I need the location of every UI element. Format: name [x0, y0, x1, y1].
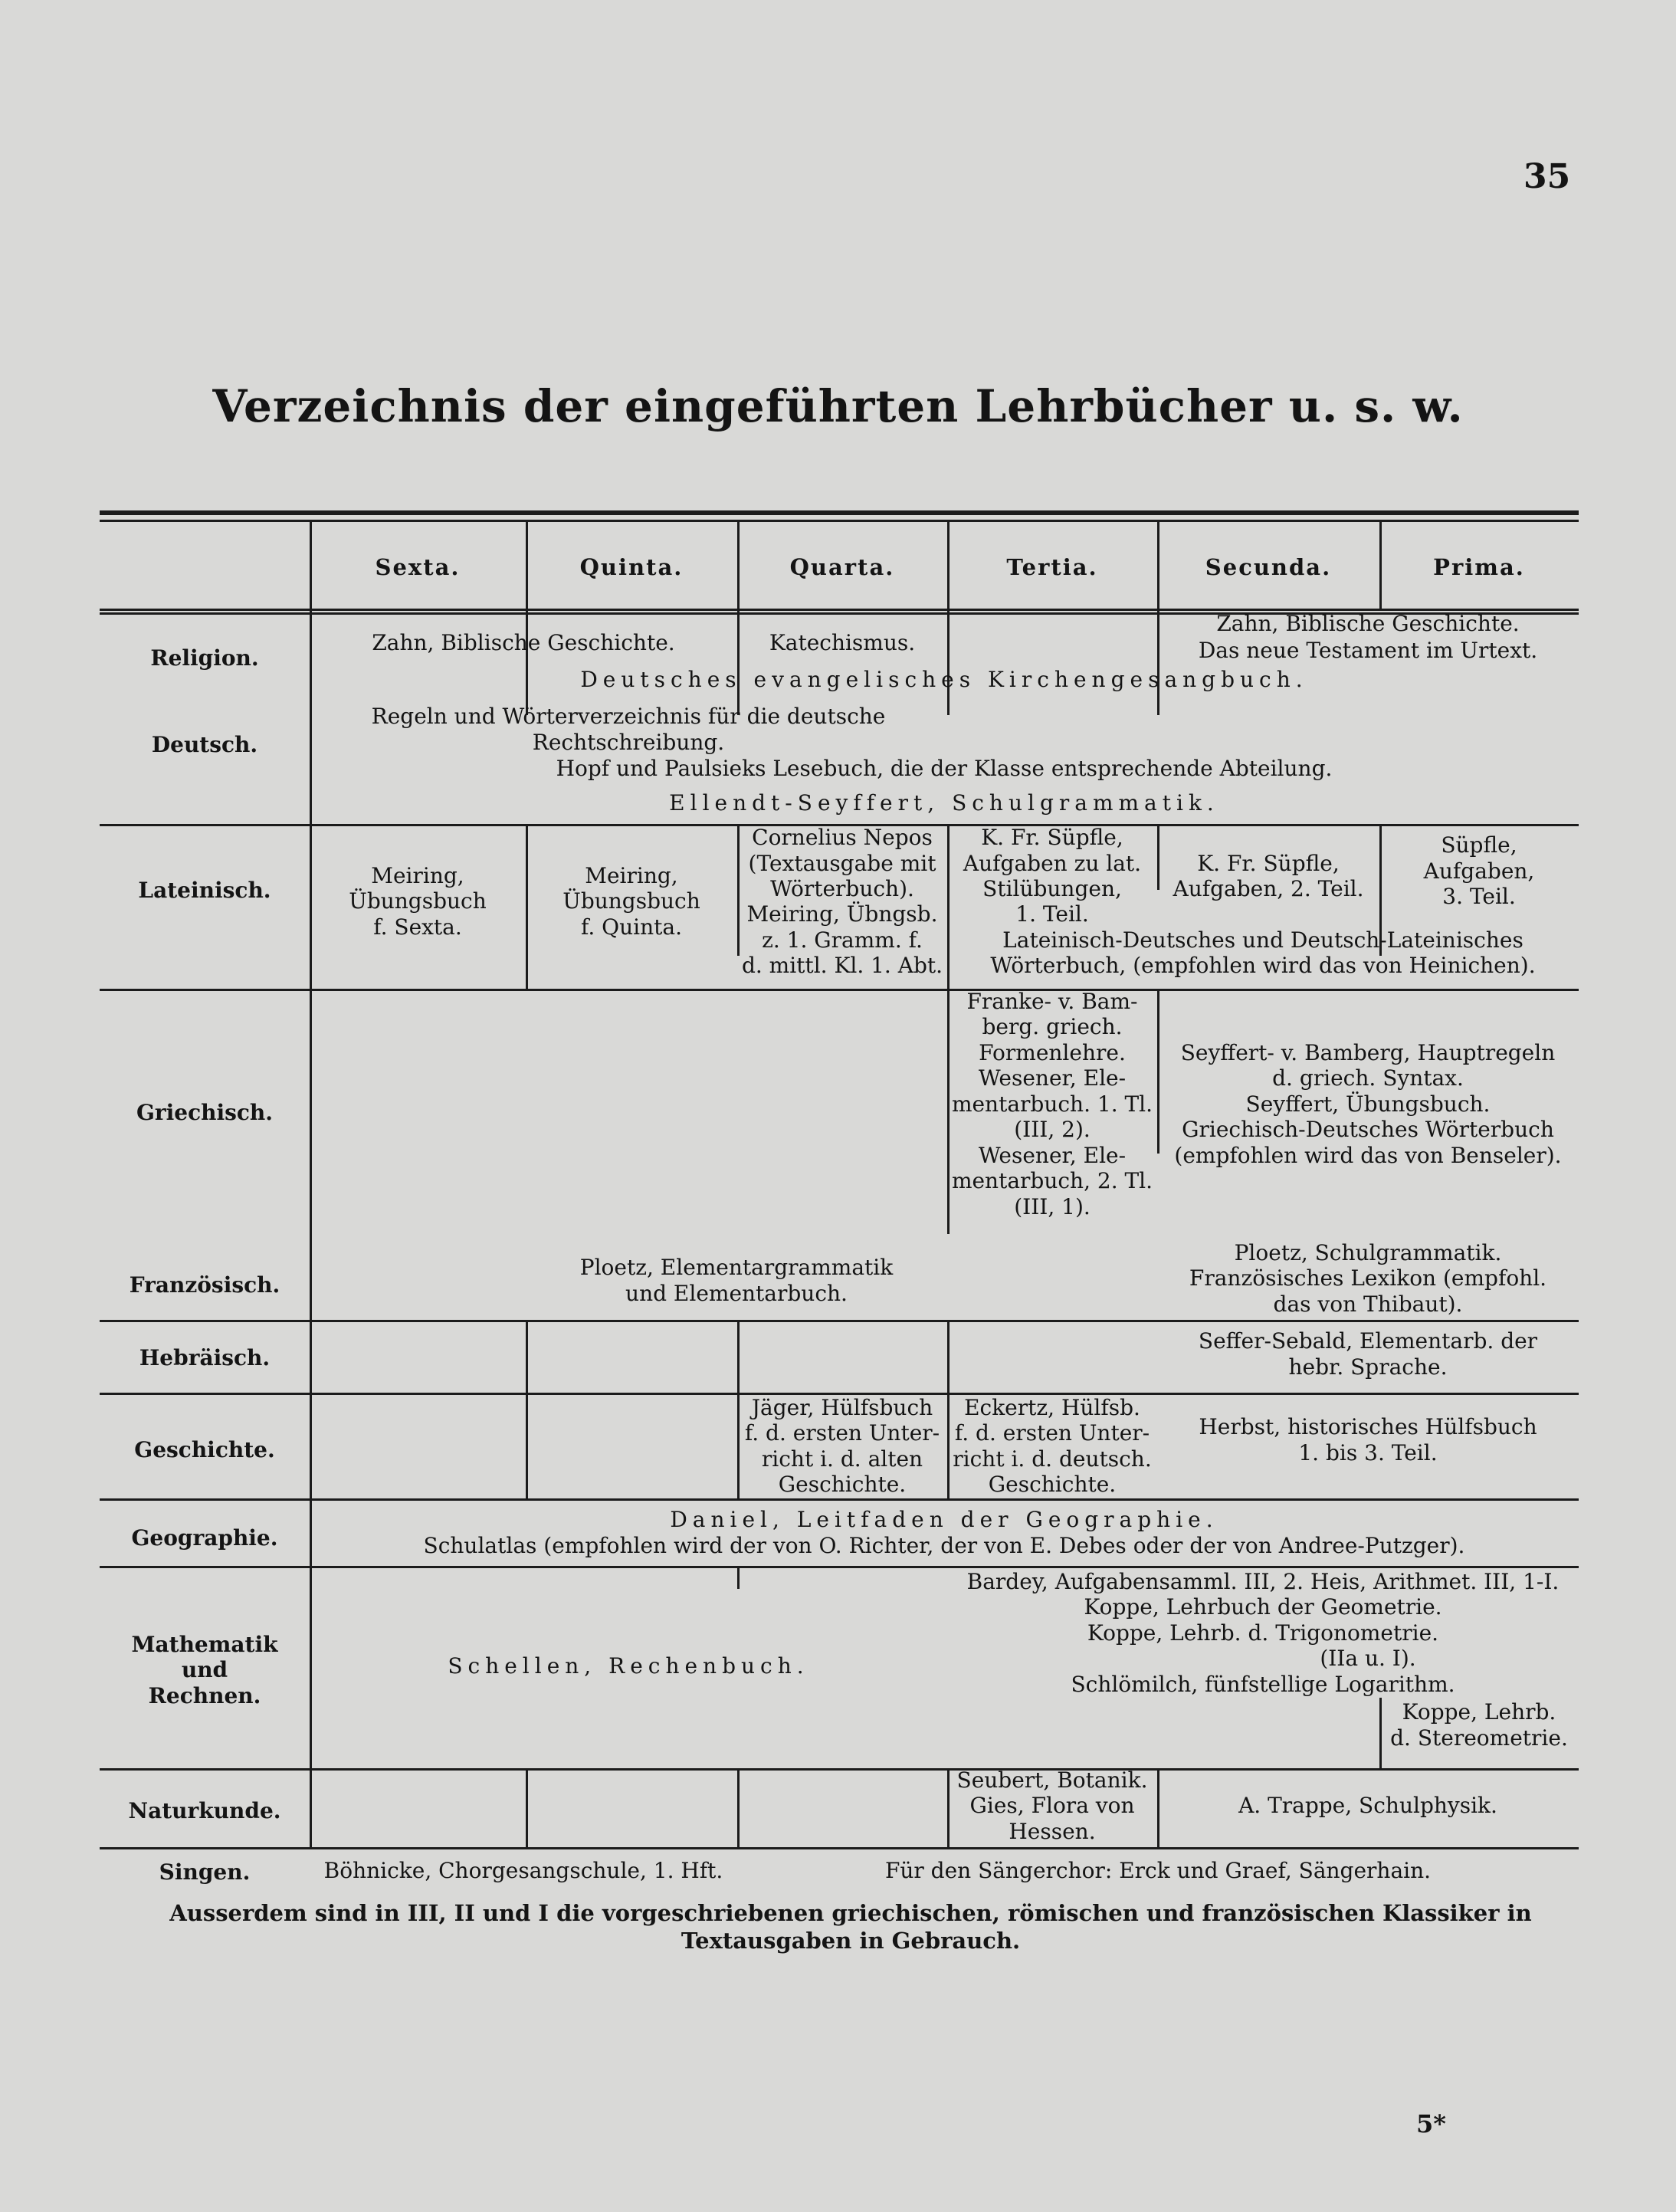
mathematik-upper-4: (IIa u. I).	[1320, 1646, 1416, 1671]
row-label-franzoesisch: Französisch.	[129, 1272, 280, 1298]
singen-lower: Böhnicke, Chorgesangschule, 1. Hft.	[323, 1858, 723, 1883]
griechisch-upper-4: (empfohlen wird das von Benseler).	[1174, 1143, 1562, 1168]
row-label-geographie: Geographie.	[131, 1525, 278, 1551]
geographie-line-2: Schulatlas (empfohlen wird der von O. Richter, der von E. Debes oder der von Andree-Putzger).	[423, 1533, 1465, 1558]
geschichte-quarta-1: f. d. ersten Unter-	[744, 1420, 940, 1446]
header-sexta: Sexta.	[375, 554, 461, 580]
geschichte-quarta-2: richt i. d. alten	[761, 1446, 923, 1472]
religion-upper-2: Das neue Testament im Urtext.	[1198, 638, 1538, 663]
geschichte-quarta-0: Jäger, Hülfsbuch	[751, 1395, 933, 1420]
latein-dict-1: Lateinisch-Deutsches und Deutsch-Lateinisches	[1002, 927, 1523, 953]
rule-after-naturkunde	[100, 1847, 1579, 1849]
geschichte-upper-1: 1. bis 3. Teil.	[1298, 1440, 1438, 1465]
table-top-rule-thin	[100, 520, 1579, 522]
footnote-line-1: Ausserdem sind in III, II und I die vorgeschriebenen griechischen, römischen und französischen Klassiker in	[169, 1900, 1532, 1926]
griechisch-tertia-8: (III, 1).	[1014, 1194, 1091, 1219]
row-label-singen: Singen.	[159, 1859, 251, 1885]
griechisch-tertia-4: mentarbuch. 1. Tl.	[951, 1091, 1153, 1117]
deutsch-line-1: Regeln und Wörterverzeichnis für die deutsche	[371, 704, 886, 729]
griechisch-tertia-6: Wesener, Ele-	[978, 1143, 1127, 1168]
mathematik-upper-1: Bardey, Aufgabensamml. III, 2. Heis, Arithmet. III, 1-I.	[966, 1569, 1560, 1594]
griechisch-tertia-3: Wesener, Ele-	[978, 1065, 1127, 1091]
franzoesisch-upper-1: Französisches Lexikon (empfohl.	[1189, 1265, 1547, 1291]
religion-upper-1: Zahn, Biblische Geschichte.	[1216, 611, 1520, 636]
row-label-naturkunde: Naturkunde.	[128, 1798, 281, 1823]
latein-prima-1: Aufgaben,	[1423, 858, 1535, 884]
row-label-religion: Religion.	[150, 645, 259, 671]
latein-tertia-3: 1. Teil.	[1015, 901, 1089, 927]
mathematik-lower: Schellen, Rechenbuch.	[448, 1653, 809, 1679]
row-label-hebraeisch: Hebräisch.	[139, 1345, 271, 1370]
latein-tertia-1: Aufgaben zu lat.	[963, 851, 1142, 876]
naturkunde-upper: A. Trappe, Schulphysik.	[1238, 1793, 1497, 1818]
religion-all: Deutsches evangelisches Kirchengesangbuch.	[580, 667, 1308, 692]
page-title: Verzeichnis der eingeführten Lehrbücher u. s. w.	[212, 380, 1464, 432]
page-number: 35	[1523, 157, 1571, 196]
franzoesisch-upper-2: das von Thibaut).	[1273, 1291, 1463, 1317]
row-label-mathematik-1: Mathematik	[131, 1632, 278, 1657]
latein-grammar: Ellendt-Seyffert, Schulgrammatik.	[669, 790, 1219, 816]
mathematik-prima-1: Koppe, Lehrb.	[1402, 1699, 1556, 1725]
griechisch-upper-1: d. griech. Syntax.	[1272, 1065, 1464, 1091]
rule-after-mathematik	[100, 1768, 1579, 1771]
header-secunda: Secunda.	[1205, 554, 1332, 580]
rule-after-geschichte	[100, 1498, 1579, 1501]
header-tertia: Tertia.	[1006, 554, 1098, 580]
naturkunde-tertia-0: Seubert, Botanik.	[956, 1767, 1148, 1793]
griechisch-upper-3: Griechisch-Deutsches Wörterbuch	[1182, 1117, 1554, 1142]
griechisch-upper-2: Seyffert, Übungsbuch.	[1245, 1091, 1491, 1117]
latein-quinta-1: Übungsbuch	[562, 888, 700, 914]
deutsch-line-3: Hopf und Paulsieks Lesebuch, die der Klasse entsprechende Abteilung.	[556, 756, 1333, 781]
mathematik-upper-5: Schlömilch, fünfstellige Logarithm.	[1071, 1672, 1455, 1697]
geschichte-tertia-0: Eckertz, Hülfsb.	[964, 1395, 1140, 1420]
latein-secunda-0: K. Fr. Süpfle,	[1197, 851, 1340, 876]
row-label-mathematik-2: und	[181, 1657, 228, 1682]
griechisch-tertia-7: mentarbuch, 2. Tl.	[951, 1168, 1153, 1193]
latein-quarta-2: Wörterbuch).	[770, 876, 914, 901]
religion-quarta: Katechismus.	[769, 630, 916, 655]
table-top-rule	[100, 510, 1579, 515]
deutsch-line-2: Rechtschreibung.	[532, 730, 725, 755]
griechisch-upper-0: Seyffert- v. Bamberg, Hauptregeln	[1180, 1040, 1556, 1065]
geschichte-tertia-1: f. d. ersten Unter-	[954, 1420, 1150, 1446]
footnote-line-2: Textausgaben in Gebrauch.	[681, 1928, 1021, 1954]
row-label-geschichte: Geschichte.	[134, 1437, 275, 1462]
naturkunde-tertia-2: Hessen.	[1009, 1819, 1096, 1844]
mathematik-prima-2: d. Stereometrie.	[1390, 1725, 1568, 1751]
latein-sexta-2: f. Sexta.	[373, 914, 462, 940]
row-label-mathematik-3: Rechnen.	[148, 1683, 261, 1708]
latein-prima-2: 3. Teil.	[1442, 884, 1516, 909]
geschichte-quarta-3: Geschichte.	[778, 1472, 907, 1497]
signature-mark: 5*	[1416, 2109, 1446, 2138]
hebraeisch-upper-1: hebr. Sprache.	[1288, 1354, 1448, 1380]
row-label-latein: Lateinisch.	[138, 878, 271, 903]
latein-quinta-0: Meiring,	[585, 863, 678, 888]
col-rule-quinta-4	[526, 1768, 528, 1847]
latein-tertia-0: K. Fr. Süpfle,	[981, 825, 1123, 850]
latein-quarta-1: (Textausgabe mit	[748, 851, 936, 876]
col-rule-quinta-3	[526, 1320, 528, 1498]
latein-tertia-2: Stilübungen,	[982, 876, 1122, 901]
latein-sexta-1: Übungsbuch	[349, 888, 487, 914]
mathematik-upper-2: Koppe, Lehrbuch der Geometrie.	[1084, 1594, 1442, 1620]
griechisch-tertia-0: Franke- v. Bam-	[966, 989, 1138, 1014]
latein-dict-2: Wörterbuch, (empfohlen wird das von Heinichen).	[990, 953, 1536, 978]
religion-sexta-quinta: Zahn, Biblische Geschichte.	[372, 630, 675, 655]
griechisch-tertia-1: berg. griech.	[982, 1014, 1123, 1039]
latein-quarta-3: Meiring, Übngsb.	[746, 901, 938, 927]
latein-quarta-5: d. mittl. Kl. 1. Abt.	[741, 953, 943, 978]
latein-quarta-0: Cornelius Nepos	[752, 825, 933, 850]
naturkunde-tertia-1: Gies, Flora von	[969, 1793, 1135, 1818]
row-label-deutsch: Deutsch.	[151, 732, 258, 757]
latein-quinta-2: f. Quinta.	[581, 914, 682, 940]
rule-after-geographie	[100, 1566, 1579, 1568]
row-label-griechisch: Griechisch.	[136, 1100, 274, 1125]
latein-secunda-1: Aufgaben, 2. Teil.	[1173, 876, 1364, 901]
franzoesisch-lower-0: Ploetz, Elementargrammatik	[579, 1255, 894, 1280]
geschichte-tertia-2: richt i. d. deutsch.	[953, 1446, 1152, 1472]
geschichte-upper-0: Herbst, historisches Hülfsbuch	[1199, 1414, 1537, 1439]
footnote	[138, 1899, 1563, 1954]
franzoesisch-lower-1: und Elementarbuch.	[625, 1281, 848, 1306]
singen-upper: Für den Sängerchor: Erck und Graef, Sängerhain.	[884, 1858, 1432, 1883]
rule-after-franzoesisch	[100, 1320, 1579, 1322]
col-rule-quarta-5	[737, 1768, 740, 1847]
header-quinta: Quinta.	[579, 554, 684, 580]
franzoesisch-upper-0: Ploetz, Schulgrammatik.	[1234, 1240, 1502, 1265]
header-quarta: Quarta.	[789, 554, 895, 580]
latein-sexta-0: Meiring,	[371, 863, 464, 888]
header-prima: Prima.	[1433, 554, 1525, 580]
geschichte-tertia-3: Geschichte.	[988, 1472, 1117, 1497]
mathematik-upper-3: Koppe, Lehrb. d. Trigonometrie.	[1087, 1620, 1439, 1646]
griechisch-tertia-2: Formenlehre.	[979, 1040, 1126, 1065]
rule-after-latein	[100, 989, 1579, 991]
griechisch-tertia-5: (III, 2).	[1014, 1117, 1091, 1142]
latein-quarta-4: z. 1. Gramm. f.	[762, 927, 923, 953]
hebraeisch-upper-0: Seffer-Sebald, Elementarb. der	[1198, 1328, 1538, 1354]
latein-prima-0: Süpfle,	[1441, 832, 1517, 858]
geographie-line-1: Daniel, Leitfaden der Geographie.	[670, 1507, 1218, 1532]
col-rule-quarta-4	[737, 1566, 740, 1589]
